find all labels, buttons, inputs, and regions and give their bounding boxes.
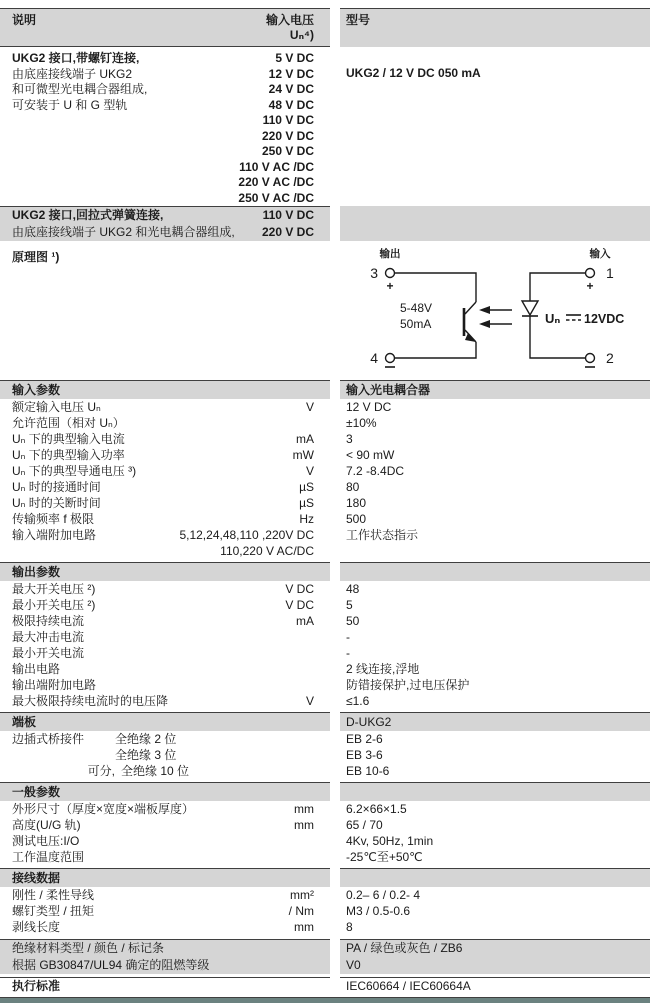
col-input-voltage-label: 输入电压 bbox=[265, 13, 314, 27]
input-voltage-option: 110 V AC /DC bbox=[239, 159, 314, 174]
spec-value: 工作状态指示 bbox=[346, 528, 419, 542]
spec-unit: mA bbox=[296, 614, 314, 628]
spec-row bbox=[0, 447, 650, 463]
spring-block bbox=[0, 206, 650, 241]
spec-label bbox=[12, 543, 212, 559]
product-desc-line: 由底座接线端子 UKG2 bbox=[12, 66, 133, 81]
spec-value: 6.2×66×1.5 bbox=[346, 802, 407, 816]
spec-row bbox=[0, 833, 650, 849]
model-number: UKG2 / 12 V DC 050 mA bbox=[346, 66, 481, 80]
nominal-voltage-symbol: Uₙ bbox=[545, 311, 561, 326]
spec-label: 螺钉类型 / 扭矩 bbox=[12, 904, 95, 918]
spec-label: 允许范围（相对 Uₙ） bbox=[12, 416, 125, 430]
section-title: 一般参数 bbox=[12, 785, 61, 799]
input-voltage-option: 24 V DC bbox=[268, 82, 314, 96]
spec-unit: mm bbox=[294, 920, 314, 934]
spec-value: 65 / 70 bbox=[346, 818, 383, 832]
spec-unit: mm bbox=[294, 818, 314, 832]
spec-unit: µS bbox=[299, 496, 314, 510]
spec-label: 输入端附加电路 bbox=[12, 528, 97, 542]
spec-row bbox=[0, 645, 650, 661]
schematic-diagram bbox=[332, 244, 650, 377]
product-desc-line: UKG2 接口,带螺钉连接, bbox=[12, 51, 140, 65]
terminal-3-node bbox=[386, 269, 395, 278]
spec-row bbox=[0, 887, 650, 903]
spec-unit: V bbox=[305, 400, 314, 414]
spec-row bbox=[0, 597, 650, 613]
spec-label: 工作温度范围 bbox=[12, 850, 85, 864]
spec-sublabel: 全绝缘 2 位 bbox=[115, 732, 177, 746]
spec-label: Uₙ 下的典型输入电流 bbox=[12, 432, 125, 446]
optocoupler-circuit-diagram bbox=[338, 246, 642, 374]
spec-unit: 110,220 V AC/DC bbox=[220, 544, 314, 558]
spec-row bbox=[0, 903, 650, 919]
spec-value: 4Kv, 50Hz, 1min bbox=[346, 834, 434, 848]
spec-label: 传输频率 f 极限 bbox=[12, 512, 95, 526]
screw-block bbox=[0, 47, 650, 206]
section-subtitle: 输入光电耦合器 bbox=[346, 383, 431, 397]
spec-row bbox=[0, 479, 650, 495]
section-header-right bbox=[340, 782, 650, 801]
spec-section bbox=[0, 712, 650, 779]
spec-row bbox=[0, 817, 650, 833]
spec-row bbox=[0, 527, 650, 543]
input-voltage-option: 110 V DC bbox=[262, 113, 314, 127]
spec-value: ≤1.6 bbox=[346, 694, 370, 708]
section-header-left bbox=[0, 868, 330, 887]
spec-value: - bbox=[346, 630, 350, 644]
spec-value: M3 / 0.5-0.6 bbox=[346, 904, 411, 918]
section-header-row bbox=[0, 782, 650, 801]
spec-unit: V DC bbox=[285, 598, 314, 612]
spec-unit: V bbox=[305, 464, 314, 478]
spec-label: Uₙ 时的关断时间 bbox=[12, 496, 101, 510]
spec-row bbox=[0, 661, 650, 677]
spec-unit: / Nm bbox=[288, 904, 314, 918]
spec-unit: mA bbox=[296, 432, 314, 446]
spec-row bbox=[0, 399, 650, 415]
spec-section bbox=[0, 562, 650, 709]
product-desc-line: 可安装于 U 和 G 型轨 bbox=[12, 97, 128, 112]
spec-value: 12 V DC bbox=[346, 400, 392, 414]
standard-value-cell bbox=[340, 977, 650, 994]
spec-unit: mm bbox=[294, 802, 314, 816]
screw-block-left bbox=[0, 47, 330, 206]
schematic-label: 原理图 ¹) bbox=[12, 250, 60, 264]
standard-label-cell bbox=[0, 977, 330, 994]
spec-unit: 5,12,24,48,110 ,220V DC bbox=[179, 528, 314, 542]
spec-row bbox=[0, 431, 650, 447]
section-subtitle: D-UKG2 bbox=[346, 715, 392, 729]
screw-voltages bbox=[238, 51, 314, 206]
spec-row bbox=[0, 731, 650, 747]
spec-value: 8 bbox=[346, 920, 353, 934]
spec-row bbox=[0, 763, 650, 779]
col-model-label: 型号 bbox=[346, 13, 371, 27]
spec-sections bbox=[0, 380, 650, 935]
section-header-row bbox=[0, 562, 650, 581]
spec-unit: µS bbox=[299, 480, 314, 494]
header-right-cell bbox=[340, 8, 650, 47]
spec-label: 输出电路 bbox=[12, 662, 61, 676]
section-title: 接线数据 bbox=[12, 871, 61, 885]
terminal-2-label: 2 bbox=[606, 350, 614, 366]
spec-label: 最大开关电压 ²) bbox=[12, 582, 96, 596]
section-title: 端板 bbox=[12, 715, 37, 729]
input-voltage-option: 220 V DC bbox=[261, 128, 314, 143]
section-header-right bbox=[340, 712, 650, 731]
spec-section bbox=[0, 868, 650, 935]
section-header-left bbox=[0, 712, 330, 731]
screw-desc-lines bbox=[12, 51, 238, 206]
spec-value: ±10% bbox=[346, 416, 377, 430]
col-input-voltage-symbol: Uₙ⁴) bbox=[289, 28, 314, 42]
spec-row bbox=[0, 629, 650, 645]
spec-row bbox=[0, 581, 650, 597]
input-plus-sign: + bbox=[586, 279, 594, 293]
spec-row bbox=[0, 693, 650, 709]
spec-section bbox=[0, 380, 650, 559]
spec-label: 高度(U/G 轨) bbox=[12, 818, 81, 832]
material-value: V0 bbox=[346, 958, 361, 972]
spec-label: 输出端附加电路 bbox=[12, 678, 97, 692]
spec-label: 最小开关电流 bbox=[12, 646, 85, 660]
spec-value: 48 bbox=[346, 582, 360, 596]
spec-row bbox=[0, 747, 650, 763]
section-header-left bbox=[0, 380, 330, 399]
spec-label: 测试电压:I/O bbox=[12, 834, 80, 848]
spec-value: EB 3-6 bbox=[346, 748, 383, 762]
section-title: 输入参数 bbox=[12, 383, 61, 397]
spec-row bbox=[0, 495, 650, 511]
spec-label: 最大冲击电流 bbox=[12, 630, 85, 644]
spec-row bbox=[0, 511, 650, 527]
spec-value: EB 2-6 bbox=[346, 732, 383, 746]
standard-value: IEC60664 / IEC60664A bbox=[346, 979, 471, 993]
nominal-voltage-value: 12VDC bbox=[584, 312, 625, 326]
terminal-3-label: 3 bbox=[370, 265, 378, 281]
spec-unit: V bbox=[305, 694, 314, 708]
spec-unit: Hz bbox=[299, 512, 314, 526]
switching-current-label: 50mA bbox=[400, 317, 432, 331]
spec-value: EB 10-6 bbox=[346, 764, 390, 778]
spec-label: 最小开关电压 ²) bbox=[12, 598, 96, 612]
spec-value: 防错接保护,过电压保护 bbox=[346, 678, 470, 692]
spec-row bbox=[0, 677, 650, 693]
spec-label: 刚性 / 柔性导线 bbox=[12, 888, 95, 902]
schematic-label-cell bbox=[0, 244, 322, 377]
schematic-input-label: 输入 bbox=[589, 248, 611, 260]
spec-row bbox=[0, 463, 650, 479]
spec-value: 7.2 -8.4DC bbox=[346, 464, 405, 478]
terminal-1-label: 1 bbox=[606, 265, 614, 281]
spec-sublabel: 全绝缘 10 位 bbox=[121, 764, 190, 778]
spec-label: 极限持续电流 bbox=[12, 614, 85, 628]
header-left-cell bbox=[0, 8, 330, 47]
switching-range-label: 5-48V bbox=[400, 301, 433, 315]
section-header-row bbox=[0, 712, 650, 731]
terminal-2-node bbox=[586, 354, 595, 363]
col-desc-label: 说明 bbox=[12, 13, 37, 27]
material-label: 绝缘材料类型 / 颜色 / 标记条 bbox=[12, 941, 165, 955]
section-header-right bbox=[340, 562, 650, 581]
standard-label: 执行标准 bbox=[12, 979, 61, 993]
led-triangle bbox=[522, 301, 538, 315]
spec-value: - bbox=[346, 646, 350, 660]
spring-row bbox=[0, 224, 650, 241]
spec-row bbox=[0, 849, 650, 865]
spec-label: 外形尺寸（厚度×宽度×端板厚度） bbox=[12, 802, 195, 816]
spec-value: 2 线连接,浮地 bbox=[346, 662, 420, 676]
spec-value: 80 bbox=[346, 480, 360, 494]
light-arrow-1-head bbox=[479, 306, 490, 314]
screw-block-right bbox=[340, 47, 650, 206]
spec-value: 3 bbox=[346, 432, 353, 446]
input-voltage-option: 12 V DC bbox=[268, 66, 314, 81]
spec-label: 边插式桥接件 bbox=[12, 732, 85, 746]
spring-voltage: 110 V DC bbox=[262, 208, 314, 222]
schematic-block bbox=[0, 244, 650, 377]
spec-label: 最大极限持续电流时的电压降 bbox=[12, 694, 169, 708]
spec-row bbox=[0, 801, 650, 817]
spec-value: 5 bbox=[346, 598, 353, 612]
input-voltage-option: 48 V DC bbox=[268, 97, 314, 112]
material-row bbox=[0, 957, 650, 974]
terminal-4-node bbox=[386, 354, 395, 363]
spec-label: 额定输入电压 Uₙ bbox=[12, 400, 101, 414]
material-block bbox=[0, 939, 650, 974]
spec-label: Uₙ 下的典型输入功率 bbox=[12, 448, 125, 462]
spec-unit: mm² bbox=[290, 888, 314, 902]
input-voltage-option: 250 V AC /DC bbox=[238, 190, 314, 205]
material-row bbox=[0, 939, 650, 957]
light-arrow-2-head bbox=[479, 320, 490, 328]
product-desc-line: 和可微型光电耦合器组成, bbox=[12, 82, 148, 96]
spec-label: Uₙ 时的接通时间 bbox=[12, 480, 101, 494]
spec-row bbox=[0, 543, 650, 559]
spec-value: 500 bbox=[346, 512, 367, 526]
input-voltage-option: 5 V DC bbox=[275, 51, 314, 65]
terminal-1-node bbox=[586, 269, 595, 278]
spec-value: 50 bbox=[346, 614, 360, 628]
section-header-left bbox=[0, 782, 330, 801]
spec-value: -25℃至+50℃ bbox=[346, 850, 423, 864]
spring-row bbox=[0, 206, 650, 224]
spec-row bbox=[0, 613, 650, 629]
output-top-wire bbox=[395, 273, 477, 302]
section-title: 输出参数 bbox=[12, 565, 61, 579]
input-voltage-option: 250 V DC bbox=[261, 144, 314, 158]
section-header-left bbox=[0, 562, 330, 581]
material-value: PA / 绿色或灰色 / ZB6 bbox=[346, 941, 463, 955]
spec-row bbox=[0, 919, 650, 935]
standard-row bbox=[0, 977, 650, 994]
spec-value: 0.2– 6 / 0.2- 4 bbox=[346, 888, 421, 902]
spec-value: < 90 mW bbox=[346, 448, 395, 462]
table-header bbox=[0, 8, 650, 47]
section-header-row bbox=[0, 380, 650, 399]
section-header-right bbox=[340, 868, 650, 887]
spring-desc: 由底座接线端子 UKG2 和光电耦合器组成, bbox=[12, 225, 235, 239]
input-top-wire bbox=[530, 273, 586, 301]
spec-sublabel: 全绝缘 3 位 bbox=[115, 748, 177, 762]
transistor-collector bbox=[465, 302, 476, 314]
spring-desc: UKG2 接口,回拉式弹簧连接, bbox=[12, 208, 164, 222]
output-bottom-wire bbox=[395, 342, 477, 358]
output-plus-sign: + bbox=[386, 279, 394, 293]
section-header-right bbox=[340, 380, 650, 399]
spec-label: Uₙ 下的典型导通电压 ³) bbox=[12, 464, 137, 478]
spec-unit: V DC bbox=[285, 582, 314, 596]
schematic-output-label: 输出 bbox=[379, 248, 401, 260]
spec-label bbox=[12, 747, 115, 763]
spec-row bbox=[0, 415, 650, 431]
bottom-accent-bar bbox=[0, 998, 650, 1003]
material-label: 根据 GB30847/UL94 确定的阻燃等级 bbox=[12, 958, 210, 972]
spring-voltage: 220 V DC bbox=[261, 225, 314, 239]
spec-label: 可分, bbox=[87, 764, 115, 778]
spec-value: 180 bbox=[346, 496, 367, 510]
input-voltage-option: 220 V AC /DC bbox=[238, 175, 314, 189]
spec-unit: mW bbox=[292, 448, 314, 462]
spec-label: 剥线长度 bbox=[12, 920, 61, 934]
transistor-emitter-arrow bbox=[465, 333, 476, 342]
terminal-4-label: 4 bbox=[370, 350, 378, 366]
section-header-row bbox=[0, 868, 650, 887]
spec-section bbox=[0, 782, 650, 865]
